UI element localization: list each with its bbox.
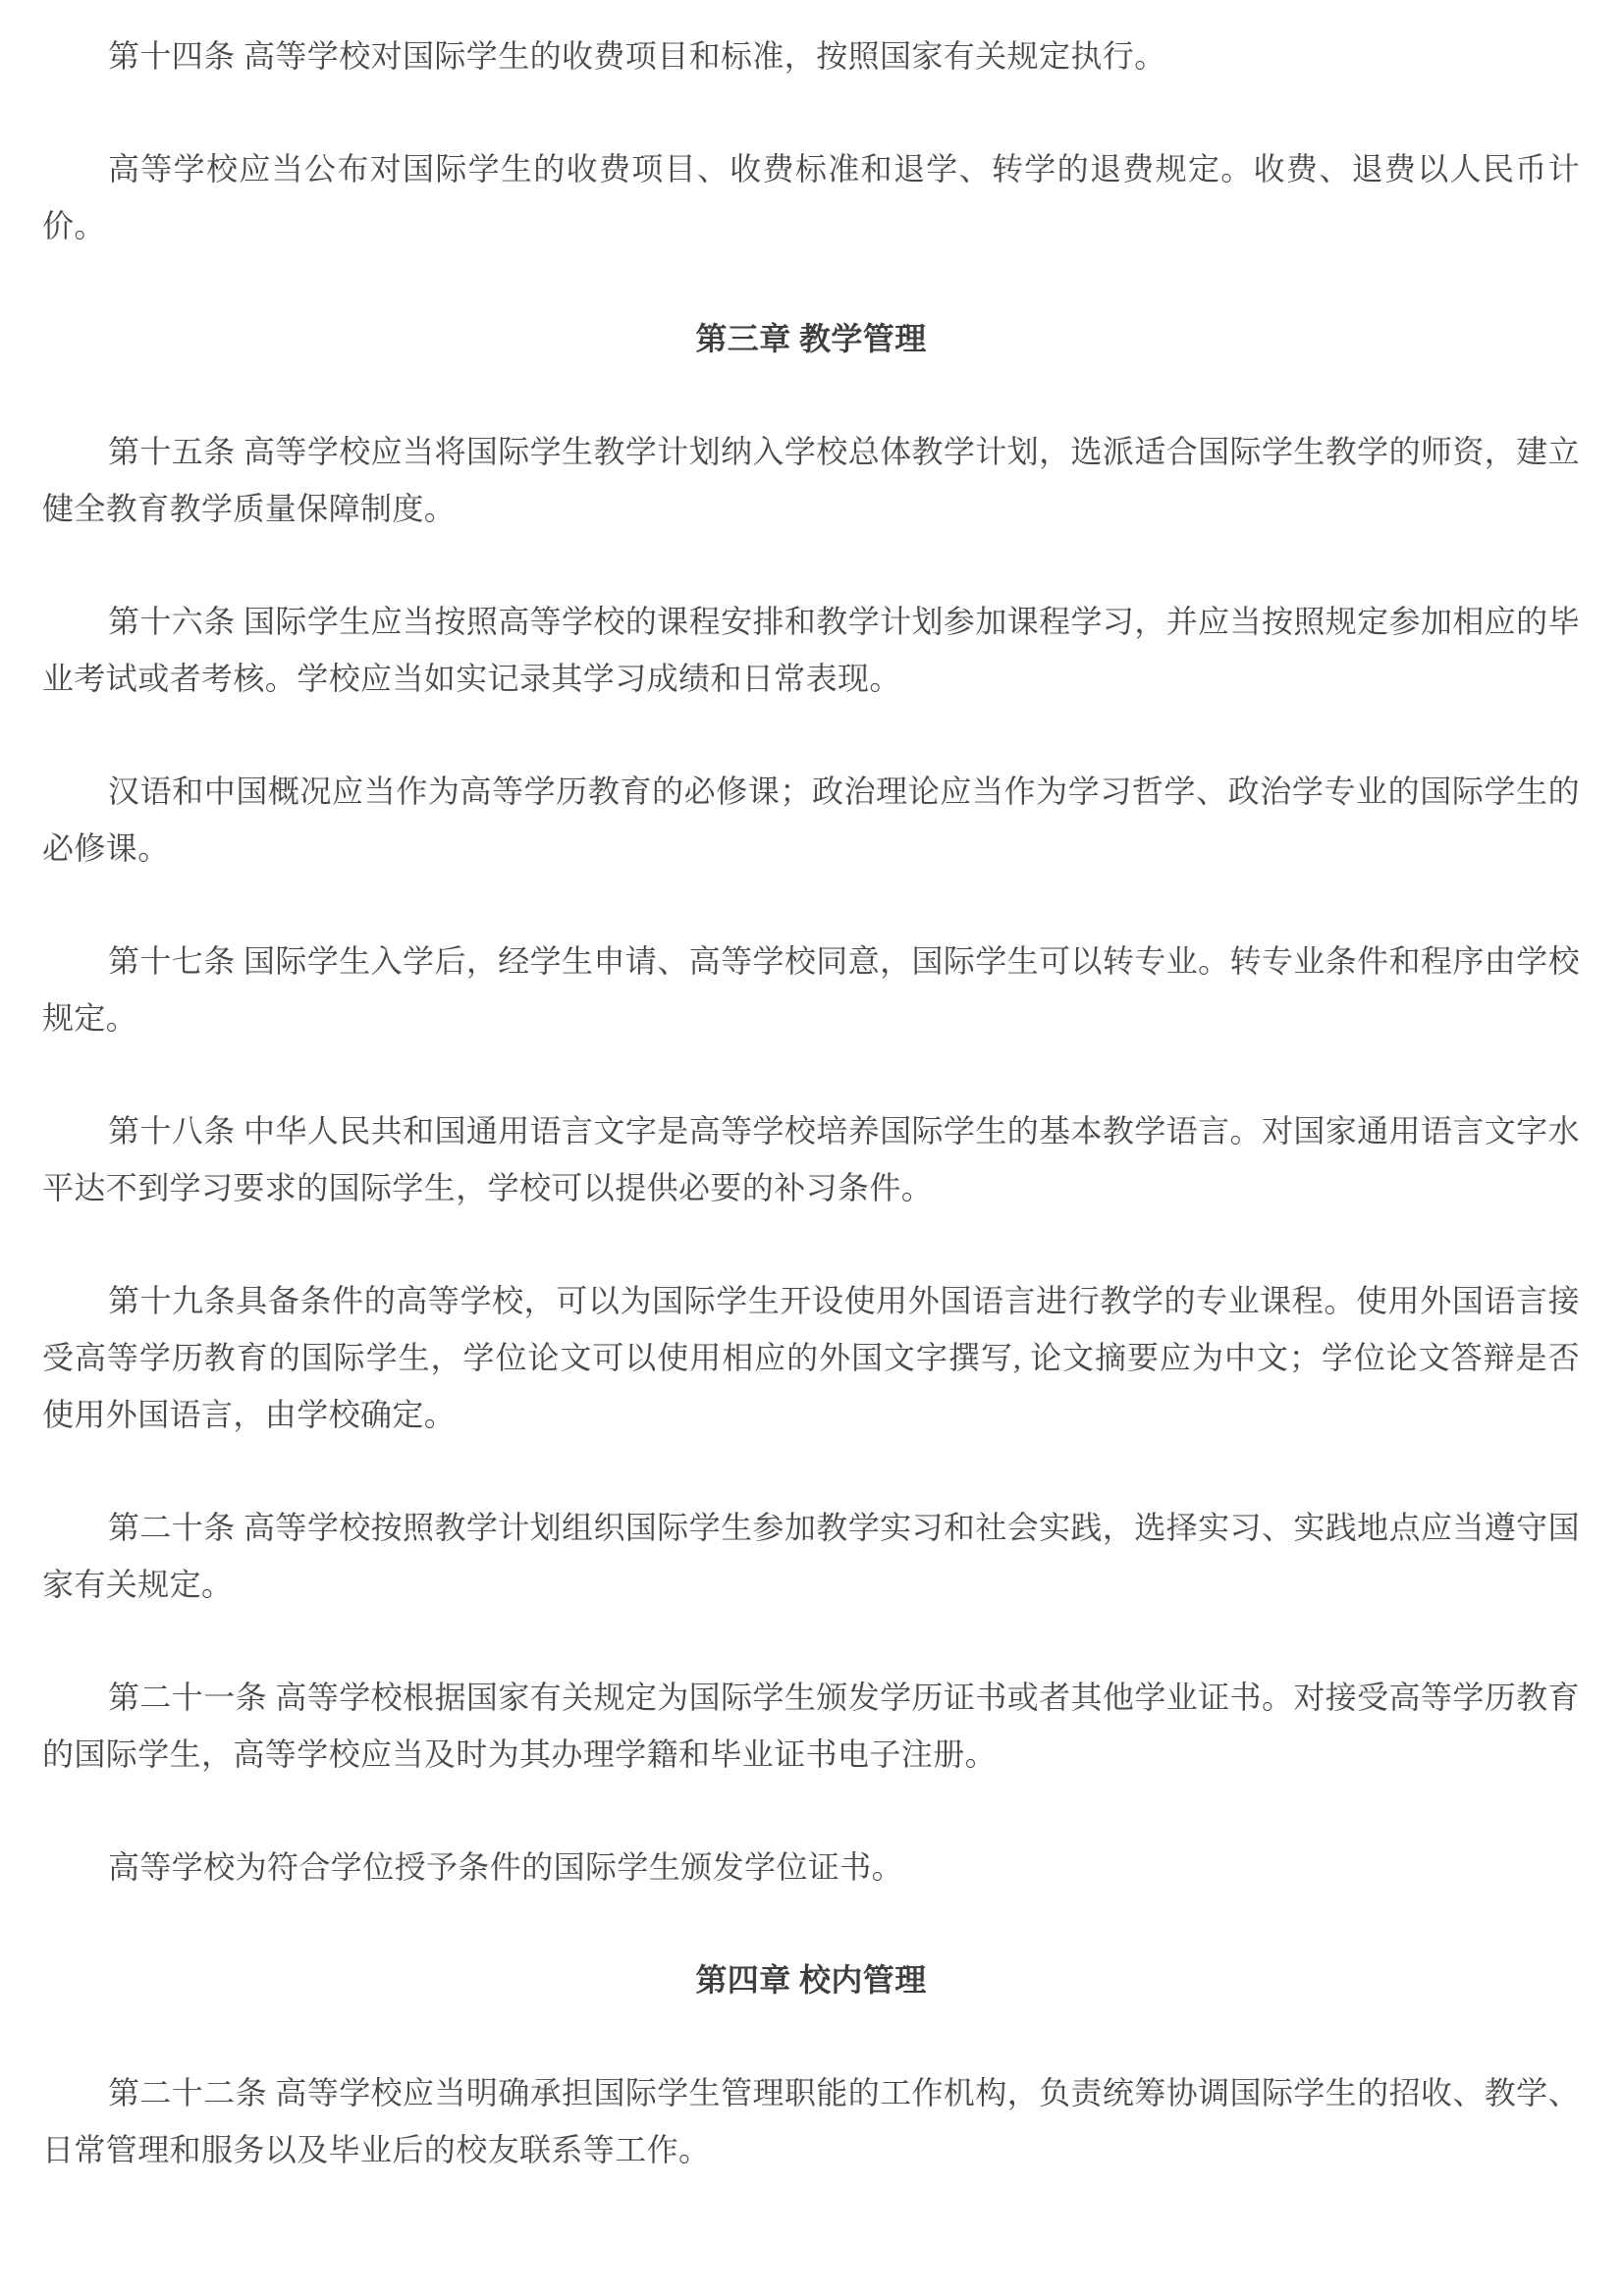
article-paragraph: 第十八条 中华人民共和国通用语言文字是高等学校培养国际学生的基本教学语言。对国家通用语言文字水平达不到学习要求的国际学生，学校可以提供必要的补习条件。	[42, 1113, 1580, 1205]
article-paragraph: 第二十一条 高等学校根据国家有关规定为国际学生颁发学历证书或者其他学业证书。对接受高等学历教育的国际学生，高等学校应当及时为其办理学籍和毕业证书电子注册。	[42, 1680, 1580, 1772]
article-paragraph: 第十六条 国际学生应当按照高等学校的课程安排和教学计划参加课程学习，并应当按照规定参加相应的毕业考试或者考核。学校应当如实记录其学习成绩和日常表现。	[42, 604, 1580, 696]
article-paragraph: 第二十二条 高等学校应当明确承担国际学生管理职能的工作机构，负责统筹协调国际学生的招收、教学、日常管理和服务以及毕业后的校友联系等工作。	[42, 2075, 1580, 2167]
article-paragraph: 第十七条 国际学生入学后，经学生申请、高等学校同意，国际学生可以转专业。转专业条件和程序由学校规定。	[42, 943, 1580, 1036]
chapter-heading: 第四章 校内管理	[695, 1962, 927, 1998]
article-paragraph: 汉语和中国概况应当作为高等学历教育的必修课；政治理论应当作为学习哲学、政治学专业的国际学生的必修课。	[42, 774, 1580, 866]
article-paragraph: 第十四条 高等学校对国际学生的收费项目和标准，按照国家有关规定执行。	[108, 38, 1166, 74]
article-paragraph: 第十九条具备条件的高等学校，可以为国际学生开设使用外国语言进行教学的专业课程。使用外国语言接受高等学历教育的国际学生，学位论文可以使用相应的外国文字撰写, 论文摘要应为中文；学位论文答辩是否使用外国语言，由学校确定。	[42, 1283, 1580, 1432]
chapter-heading: 第三章 教学管理	[695, 321, 927, 356]
article-paragraph: 第十五条 高等学校应当将国际学生教学计划纳入学校总体教学计划，选派适合国际学生教学的师资，建立健全教育教学质量保障制度。	[42, 434, 1580, 526]
article-paragraph: 第二十条 高等学校按照教学计划组织国际学生参加教学实习和社会实践，选择实习、实践地点应当遵守国家有关规定。	[42, 1510, 1580, 1602]
article-paragraph: 高等学校为符合学位授予条件的国际学生颁发学位证书。	[108, 1849, 904, 1885]
article-paragraph: 高等学校应当公布对国际学生的收费项目、收费标准和退学、转学的退费规定。收费、退费以人民币计价。	[42, 151, 1580, 243]
